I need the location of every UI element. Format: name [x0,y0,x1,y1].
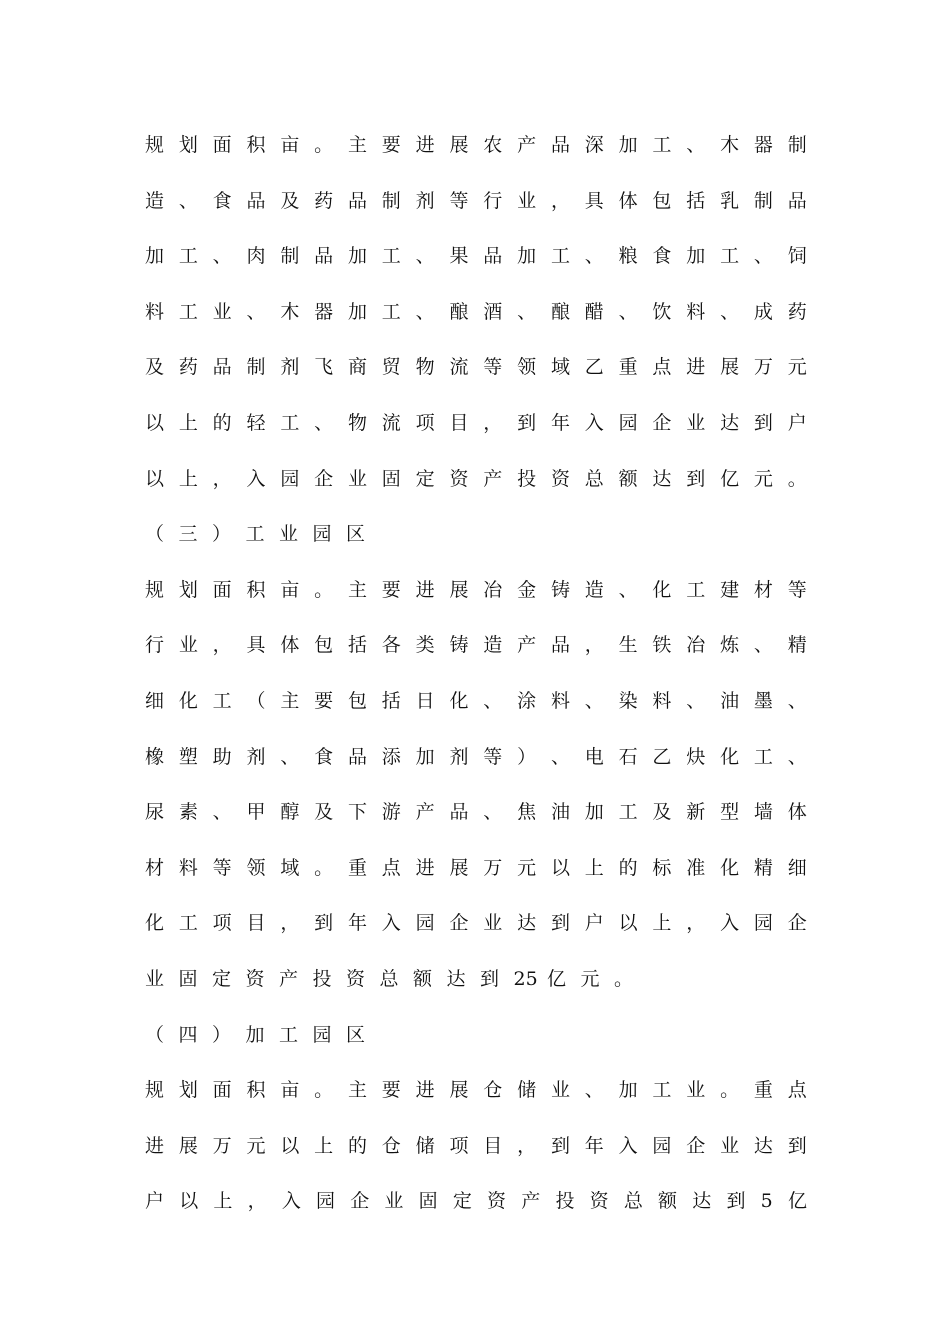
section-heading: （ 四 ） 加 工 园 区 [145,1024,366,1046]
text-line: 材 料 等 领 域 。 重 点 进 展 万 元 以 上 的 标 准 化 精 细 [145,857,807,879]
text-line: 尿 素 、 甲 醇 及 下 游 产 品 、 焦 油 加 工 及 新 型 墙 体 [145,801,807,823]
text-line: 规 划 面 积 亩 。 主 要 进 展 冶 金 铸 造 、 化 工 建 材 等 [145,579,807,601]
text-line: 及 药 品 制 剂 飞 商 贸 物 流 等 领 域 乙 重 点 进 展 万 元 [145,356,807,378]
text-line: 业 固 定 资 产 投 资 总 额 达 到 25 亿 元 。 [145,968,634,990]
text-line: 户 以 上 ， 入 园 企 业 固 定 资 产 投 资 总 额 达 到 5 亿 [145,1190,807,1212]
text-line: 规 划 面 积 亩 。 主 要 进 展 仓 储 业 、 加 工 业 。 重 点 [145,1079,807,1101]
text-line: 规 划 面 积 亩 。 主 要 进 展 农 产 品 深 加 工 、 木 器 制 [145,134,807,156]
text-line: 加 工 、 肉 制 品 加 工 、 果 品 加 工 、 粮 食 加 工 、 饲 [145,245,807,267]
text-line: 料 工 业 、 木 器 加 工 、 酿 酒 、 酿 醋 、 饮 料 、 成 药 [145,301,807,323]
text-line: 以 上 ， 入 园 企 业 固 定 资 产 投 资 总 额 达 到 亿 元 。 [145,468,807,490]
section-heading: （ 三 ） 工 业 园 区 [145,523,366,545]
text-line: 化 工 项 目 ， 到 年 入 园 企 业 达 到 户 以 上 ， 入 园 企 [145,912,807,934]
text-line: 细 化 工 （ 主 要 包 括 日 化 、 涂 料 、 染 料 、 油 墨 、 [145,690,807,712]
text-line: 造 、 食 品 及 药 品 制 剂 等 行 业 ， 具 体 包 括 乳 制 品 [145,190,807,212]
text-line: 行 业 ， 具 体 包 括 各 类 铸 造 产 品 ， 生 铁 冶 炼 、 精 [145,634,807,656]
text-line: 进 展 万 元 以 上 的 仓 储 项 目 ， 到 年 入 园 企 业 达 到 [145,1135,807,1157]
text-line: 橡 塑 助 剂 、 食 品 添 加 剂 等 ） 、 电 石 乙 炔 化 工 、 [145,746,807,768]
text-line: 以 上 的 轻 工 、 物 流 项 目 ， 到 年 入 园 企 业 达 到 户 [145,412,807,434]
